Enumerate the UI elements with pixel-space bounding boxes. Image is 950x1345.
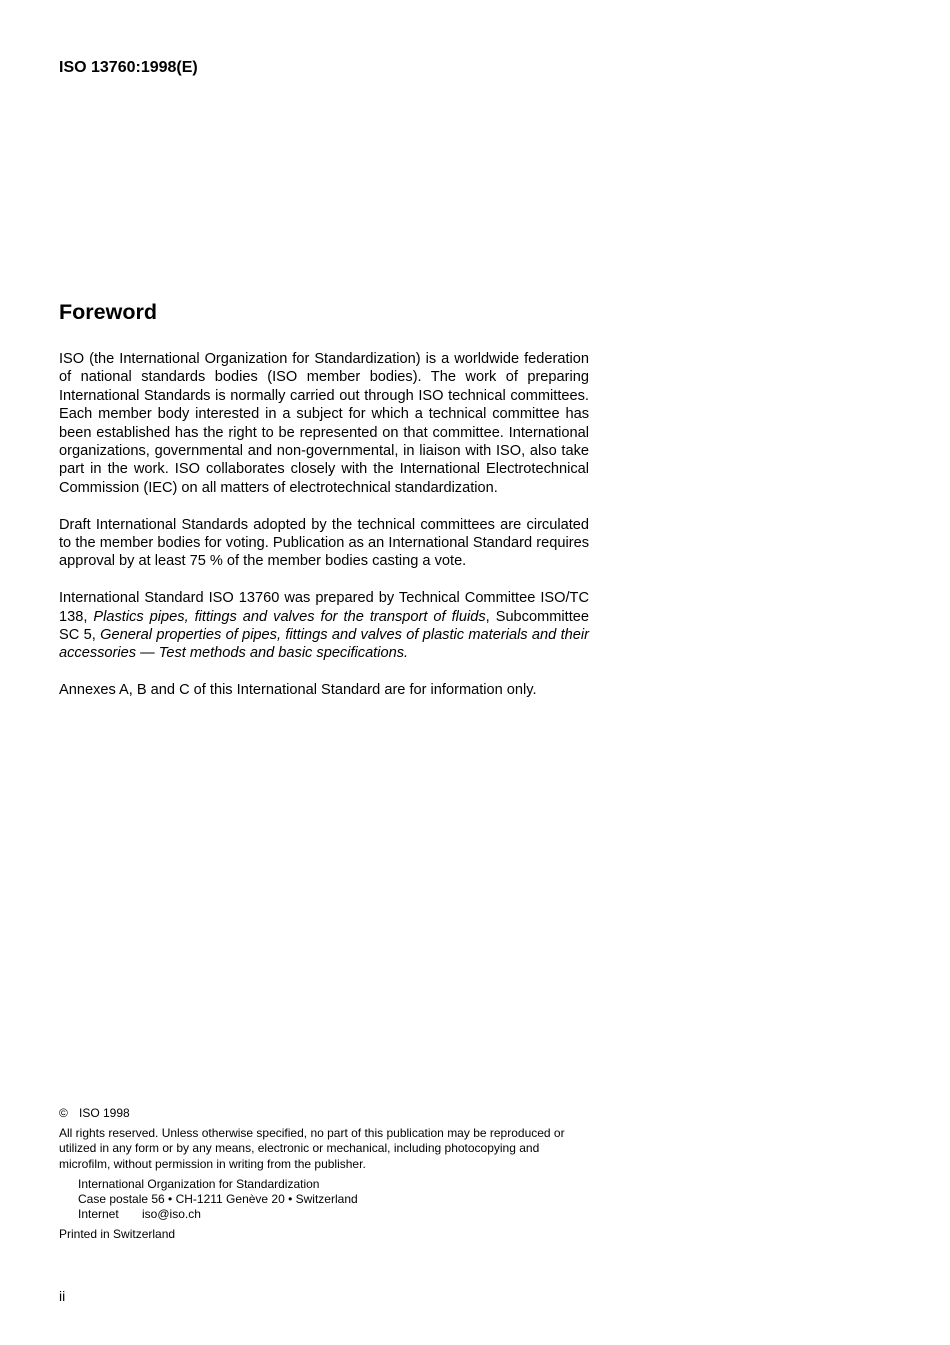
- copyright-symbol: ©: [59, 1106, 68, 1120]
- copyright-year: ISO 1998: [79, 1106, 130, 1120]
- printed-in: Printed in Switzerland: [59, 1227, 176, 1242]
- address-org: International Organization for Standardization: [78, 1176, 320, 1191]
- publisher-address: [78, 1177, 591, 1223]
- foreword-body: [59, 350, 589, 718]
- rights-statement: All rights reserved. Unless otherwise specified, no part of this publication may be reproduced or utilized in any form or by any means, electronic or mechanical, including photocopying and microfilm, without permission in writing from the publisher.: [59, 1126, 565, 1171]
- paragraph-1: ISO (the International Organization for Standardization) is a worldwide federation of national standards bodies (ISO member bodies). The work of preparing International Standards is normally carried out through ISO technical committees. Each member body interested in a subject for which a technical committee has been established has the right to be represented on that committee. International organizations, governmental and non-governmental, in liaison with ISO, also take part in the work. ISO collaborates closely with the International Electrotechnical Commission (IEC) on all matters of electrotechnical standardization.: [59, 351, 589, 496]
- document-id: ISO 13760:1998(E): [59, 59, 198, 76]
- copyright-block: [59, 1106, 591, 1243]
- page-number: ii: [59, 1288, 66, 1304]
- paragraph-3: [59, 589, 589, 663]
- copyright-notice: [59, 1106, 591, 1121]
- section-title: Foreword: [59, 300, 157, 324]
- subcommittee-title: General properties of pipes, fittings and valves of plastic materials and their accessories — Test methods and basic specifications.: [59, 627, 589, 662]
- internet-email: iso@iso.ch: [142, 1207, 201, 1222]
- paragraph-4: Annexes A, B and C of this International Standard are for information only.: [59, 682, 537, 699]
- committee-title: Plastics pipes, fittings and valves for the transport of fluids: [93, 608, 486, 625]
- address-internet: [78, 1207, 591, 1222]
- paragraph-3-text-a: International Standard ISO 13760 was prepared by Technical Committee ISO/TC 138,: [59, 590, 589, 625]
- internet-label: Internet: [78, 1207, 119, 1222]
- address-postal: Case postale 56 • CH-1211 Genève 20 • Switzerland: [78, 1192, 358, 1207]
- paragraph-2: Draft International Standards adopted by the technical committees are circulated to the member bodies for voting. Publication as an International Standard requires approval by at least 75 % of the member bodies casting a vote.: [59, 516, 589, 570]
- paragraph-3-text-b: , Subcommittee SC 5,: [59, 608, 589, 644]
